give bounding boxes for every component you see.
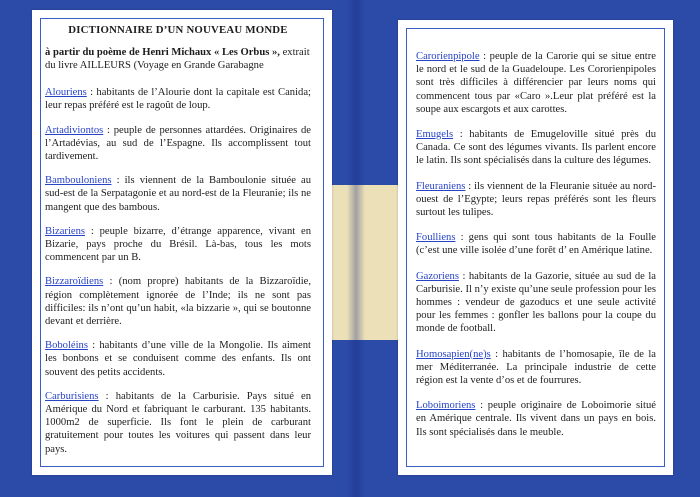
entry-boboleins <box>45 339 311 379</box>
right-page <box>398 20 673 475</box>
intro-text <box>45 46 311 72</box>
term-link[interactable]: Fleuraniens <box>416 180 466 192</box>
term-link[interactable]: Bizariens <box>45 225 86 237</box>
entry-carorienpipole <box>416 50 656 116</box>
entry-foulliens <box>416 231 656 257</box>
entry-artadiviontos <box>45 124 311 164</box>
entry-fleuraniens <box>416 180 656 220</box>
term-link[interactable]: Emugels <box>416 129 454 141</box>
term-link[interactable]: Artadiviontos <box>45 124 104 136</box>
definition: : (nom propre) habitants de la Bizzaroïdie, région complètement ignorée de l’Inde; ils ne sont pas difficiles: ils n’ont qu’un habit, «la bizzarie », qui se boutonne devant et derrière. <box>45 276 311 328</box>
definition: : ils viennent de la Bamboulonie située au sud-est de la Serpatagonie et au nord-est de la Fleuranie; ils ne mangent que des bambous. <box>45 175 311 213</box>
left-page-content <box>45 24 311 467</box>
definition: : peuple de la Carorie qui se situe entre le nord et le sud de la Guadeloupe. Les Cororienpipoles sont très difficiles à différencier par leurs noms qui commencent tous par «Caro ».Leur plat préféré est la soupe aux escargots et aux carottes. <box>416 51 656 115</box>
right-page-content <box>416 50 656 451</box>
entry-loboimoriens <box>416 399 656 439</box>
term-link[interactable]: Boboléins <box>45 340 88 352</box>
definition: : habitants de la Gazorie, située au sud de la Carburisie. Il n’y existe qu’une seule profession pour les hommes : vendeur de gazoducs et une seule activité pour les femmes : gonfler les ballons pour la coupe du monde de football. <box>416 270 656 335</box>
entry-carburisiens <box>45 390 311 456</box>
entry-bizariens <box>45 225 311 265</box>
term-link[interactable]: Loboimoriens <box>416 400 476 412</box>
term-link[interactable]: Homosapien(ne)s <box>416 348 491 360</box>
term-link[interactable]: Gazoriens <box>416 270 459 282</box>
entry-emugels <box>416 128 656 168</box>
definition: : peuple de personnes attardées. Originaires de l’Artadévias, au sud de l’Espagne. Ils accomplissent tout tardivement. <box>45 124 311 163</box>
definition: : habitants de l’Alourie dont la capitale est Canida; leur repas préféré est le ragoût de loup. <box>45 87 311 112</box>
entry-gazoriens <box>416 270 656 336</box>
intro-rest: extrait du livre AILLEURS (Voyage en Grande Garabagne <box>45 47 310 72</box>
term-link[interactable]: Carburisiens <box>45 390 99 402</box>
term-link[interactable]: Foulliens <box>416 232 456 244</box>
intro-bold: à partir du poème de Henri Michaux « Les Orbus », <box>45 47 280 59</box>
term-link[interactable]: Carorienpipole <box>416 51 480 62</box>
definition: : habitants de Emugeloville situé près du Canada. Ce sont des légumes vivants. Ils parlent encore le latin. Ils sont spécialisés dans la culture des légumes. <box>416 129 656 167</box>
definition: : habitants d’une ville de la Mongolie. Ils aiment les bonbons et se conduisent comme des enfants. Ils ont souvent des petits accidents. <box>45 340 311 378</box>
definition: : gens qui sont tous habitants de la Foulle (c’est une ville isolée d’une forêt d’ en Amérique latine. <box>416 232 656 257</box>
page-title: DICTIONNAIRE D’UN NOUVEAU MONDE <box>68 24 288 36</box>
left-page <box>32 10 332 475</box>
entry-alouriens <box>45 86 311 112</box>
definition: : habitants de la Carburisie. Pays situé en Amérique du Nord et fabriquant le carburant. 135 habitants. 1000m2 de superficie. Ils font le plein de carburant gratuitement pour toutes les voitures qui passent dans leur pays. <box>45 390 311 455</box>
term-link[interactable]: Alouriens <box>45 87 87 99</box>
entry-bambouloniens <box>45 174 311 214</box>
spine-fold <box>347 0 365 497</box>
term-link[interactable]: Bambouloniens <box>45 175 112 187</box>
entry-homosapiens <box>416 348 656 388</box>
entry-bizzaroidiens <box>45 275 311 328</box>
definition: : ils viennent de la Fleuranie située au nord-ouest de l’Egypte; leurs repas préférés sont les fleurs surtout les tulipes. <box>416 180 656 219</box>
term-link[interactable]: Bizzaroïdiens <box>45 276 104 288</box>
definition: : peuple bizarre, d’étrange apparence, vivant en Bizarie, pays proche du Brésil. Là-bas, tous les mots commencent par un B. <box>45 225 311 264</box>
definition: : habitants de l’homosapie, île de la mer Méditerranée. La principale industrie de cette région est la vente d’os et de fourrures. <box>416 348 656 387</box>
definition: : peuple originaire de Loboimorie situé en Amérique centrale. Ils vivent dans un pays en bois. Ils sont spécialisés dans le meuble. <box>416 400 656 438</box>
